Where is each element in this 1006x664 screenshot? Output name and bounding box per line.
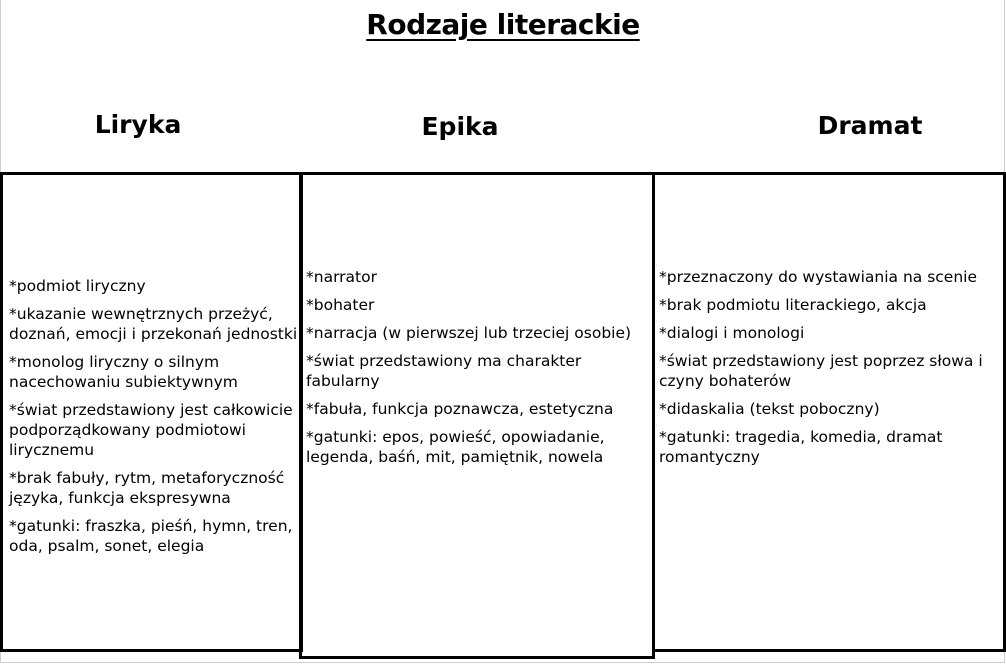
list-item: *gatunki: fraszka, pieśń, hymn, tren, oda, psalm, sonet, elegia: [9, 517, 293, 555]
list-item: *świat przedstawiony jest całkowicie podporządkowany podmiotowi lirycznemu: [9, 401, 293, 459]
list-item: *brak podmiotu literackiego, akcja: [659, 296, 927, 314]
list-item: *gatunki: tragedia, komedia, dramat romantyczny: [659, 428, 943, 466]
list-item: *brak fabuły, rytm, metaforyczność języka, funkcja ekspresywna: [9, 469, 285, 507]
heading-liryka: Liryka: [94, 110, 182, 139]
list-item: *świat przedstawiony ma charakter fabularny: [306, 352, 582, 390]
heading-epika: Epika: [421, 112, 499, 141]
column-box-liryka: [0, 172, 303, 652]
list-item: *narracja (w pierwszej lub trzeciej osobie): [306, 324, 632, 342]
heading-dramat: Dramat: [817, 111, 923, 140]
list-item: *świat przedstawiony jest poprzez słowa i czyny bohaterów: [659, 352, 983, 390]
list-item: *przeznaczony do wystawiania na scenie: [659, 268, 977, 286]
list-item: *fabuła, funkcja poznawcza, estetyczna: [306, 400, 614, 418]
list-item: *gatunki: epos, powieść, opowiadanie, legenda, baśń, mit, pamiętnik, nowela: [306, 428, 605, 466]
feature-list-liryka: [9, 276, 299, 564]
list-item: *narrator: [306, 268, 377, 286]
feature-list-dramat: [659, 267, 999, 475]
column-box-dramat: [652, 172, 1006, 652]
list-item: *didaskalia (tekst poboczny): [659, 400, 880, 418]
list-item: *dialogi i monologi: [659, 324, 805, 342]
list-item: *podmiot liryczny: [9, 277, 146, 295]
list-item: *ukazanie wewnętrznych przeżyć, doznań, emocji i przekonań jednostki: [9, 305, 298, 343]
column-box-epika: [299, 172, 655, 659]
list-item: *monolog liryczny o silnym nacechowaniu subiektywnym: [9, 353, 238, 391]
feature-list-epika: [306, 267, 646, 475]
page-title: Rodzaje literackie: [366, 8, 640, 41]
list-item: *bohater: [306, 296, 375, 314]
